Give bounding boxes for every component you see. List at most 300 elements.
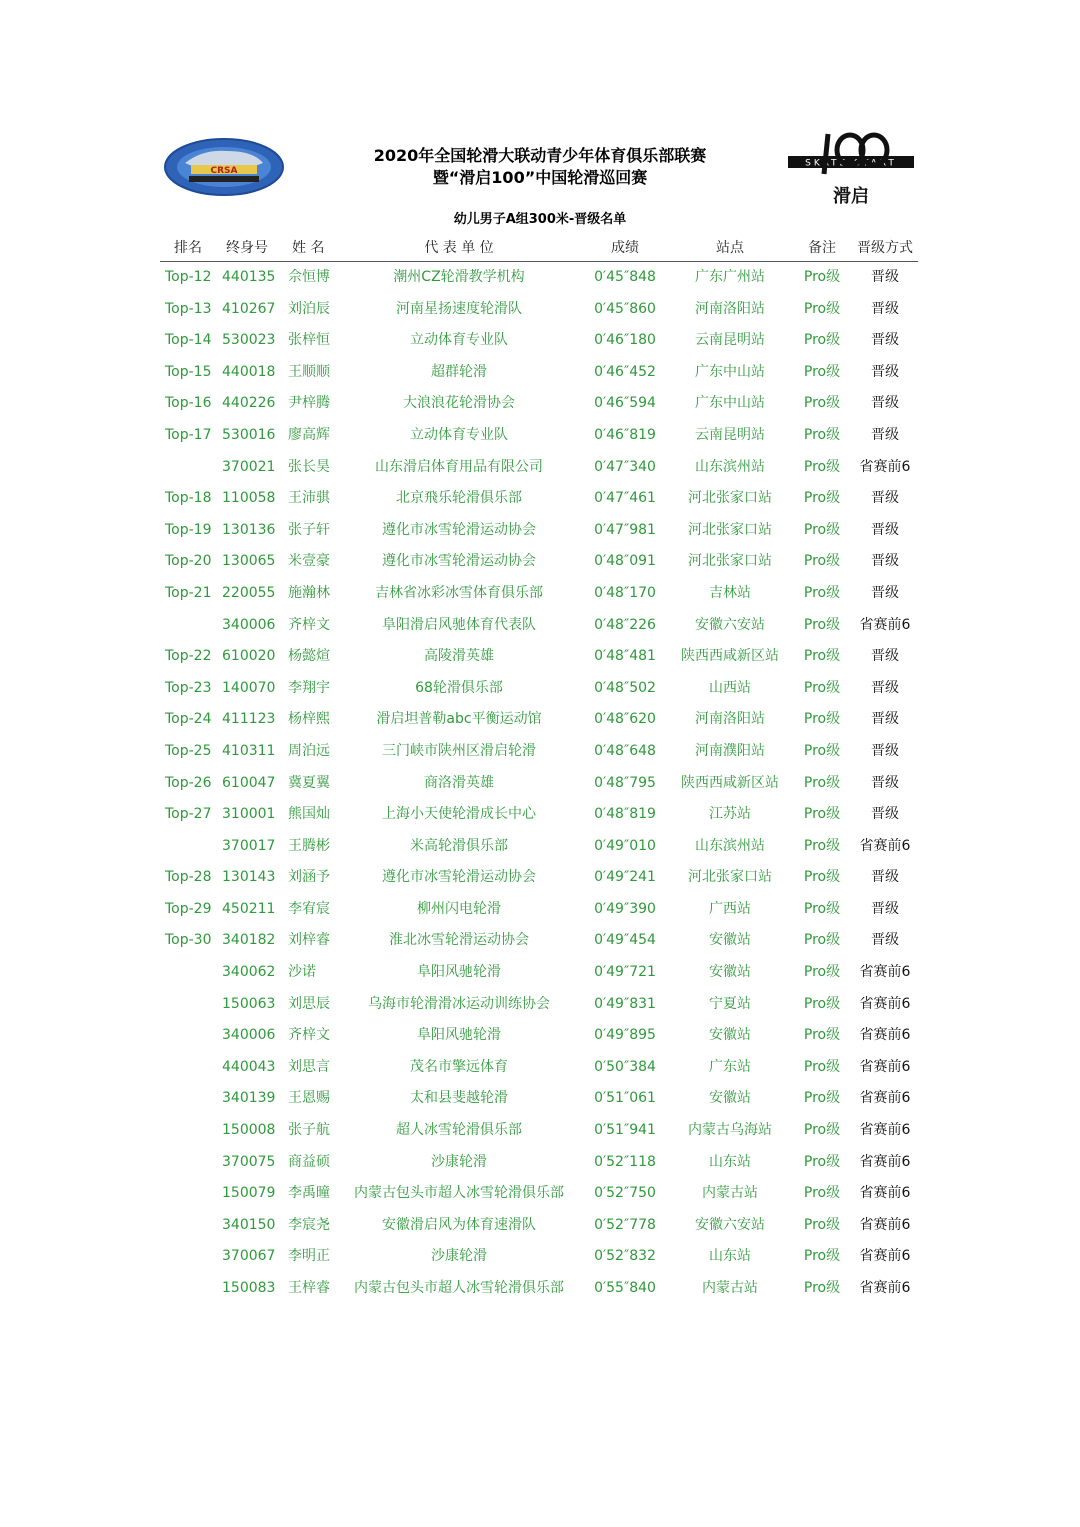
cell-note: Pro级 [803, 1248, 841, 1265]
cell-method: 晋级 [871, 426, 899, 443]
cell-note: Pro级 [803, 584, 841, 601]
cell-name: 杨懿煊 [288, 648, 330, 665]
cell-id: 340006 [222, 1027, 276, 1044]
cell-method: 省赛前6 [859, 458, 911, 475]
cell-method: 晋级 [871, 553, 899, 570]
table-row [160, 483, 918, 515]
cell-id: 150008 [222, 1122, 276, 1139]
cell-score: 0′48″648 [594, 742, 656, 759]
cell-note: Pro级 [803, 711, 841, 728]
cell-method: 省赛前6 [859, 1027, 911, 1044]
cell-method: 晋级 [871, 521, 899, 538]
cell-unit: 遵化市冰雪轮滑运动协会 [382, 869, 536, 886]
cell-score: 0′49″010 [594, 837, 656, 854]
cell-name: 王恩赐 [288, 1090, 330, 1107]
cell-score: 0′49″895 [594, 1027, 656, 1044]
cell-rank: Top-13 [165, 300, 212, 317]
cell-station: 宁夏站 [709, 995, 751, 1012]
cell-note: Pro级 [803, 1058, 841, 1075]
table-row [160, 1083, 918, 1115]
cell-method: 省赛前6 [859, 616, 911, 633]
cell-score: 0′49″721 [594, 964, 656, 981]
cell-method: 省赛前6 [859, 1122, 911, 1139]
cell-unit: 吉林省冰彩冰雪体育俱乐部 [375, 584, 543, 601]
col-rank: 排名 [174, 240, 202, 256]
cell-unit: 商洛滑英雄 [424, 774, 494, 791]
page-title: 2020年全国轮滑大联动青少年体育俱乐部联赛 [373, 146, 707, 165]
cell-unit: 遵化市冰雪轮滑运动协会 [382, 521, 536, 538]
table-row [160, 862, 918, 894]
cell-name: 李明正 [288, 1248, 330, 1265]
table-row [160, 1210, 918, 1242]
cell-note: Pro级 [803, 964, 841, 981]
cell-note: Pro级 [803, 458, 841, 475]
skate-start-logo [786, 130, 916, 208]
cell-id: 110058 [222, 490, 276, 507]
cell-note: Pro级 [803, 900, 841, 917]
cell-rank: Top-27 [165, 806, 212, 823]
cell-unit: 山东滑启体育用品有限公司 [375, 458, 543, 475]
table-header [160, 236, 918, 262]
cell-id: 410267 [222, 300, 276, 317]
cell-unit: 超人冰雪轮滑俱乐部 [396, 1122, 522, 1139]
cell-name: 尹梓腾 [288, 395, 330, 412]
cell-method: 省赛前6 [859, 1058, 911, 1075]
cell-name: 廖高辉 [288, 426, 330, 443]
cell-method: 晋级 [871, 869, 899, 886]
cell-unit: 内蒙古包头市超人冰雪轮滑俱乐部 [354, 1280, 564, 1296]
cell-method: 晋级 [871, 332, 899, 349]
cell-note: Pro级 [803, 1185, 841, 1202]
cell-id: 310001 [222, 806, 276, 823]
cell-unit: 上海小天使轮滑成长中心 [382, 806, 536, 823]
cell-id: 370021 [222, 458, 276, 475]
cell-station: 安徽六安站 [695, 616, 765, 633]
cell-id: 370067 [222, 1248, 276, 1265]
col-note: 备注 [808, 240, 836, 256]
cell-rank: Top-16 [165, 395, 212, 412]
cell-unit: 遵化市冰雪轮滑运动协会 [382, 553, 536, 570]
cell-score: 0′48″502 [594, 679, 656, 696]
cell-unit: 超群轮滑 [431, 363, 487, 380]
cell-id: 610020 [222, 648, 276, 665]
table-row [160, 925, 918, 957]
cell-score: 0′49″454 [594, 932, 656, 949]
cell-unit: 滑启坦普勒abc平衡运动馆 [376, 711, 542, 728]
cell-name: 张长昊 [288, 458, 330, 475]
cell-name: 张梓恒 [288, 332, 330, 349]
cell-station: 广东站 [709, 1058, 751, 1075]
cell-score: 0′45″860 [594, 300, 656, 317]
cell-rank: Top-26 [165, 774, 212, 791]
cell-note: Pro级 [803, 1280, 841, 1296]
cell-note: Pro级 [803, 490, 841, 507]
cell-station: 广东中山站 [695, 363, 765, 380]
cell-note: Pro级 [803, 869, 841, 886]
cell-id: 440043 [222, 1058, 276, 1075]
cell-name: 李禹曈 [288, 1185, 330, 1202]
cell-score: 0′46″819 [594, 426, 656, 443]
crsa-logo-text: CRSA [210, 166, 238, 176]
cell-method: 省赛前6 [859, 995, 911, 1012]
cell-id: 150063 [222, 995, 276, 1012]
cell-method: 晋级 [871, 711, 899, 728]
table-row [160, 768, 918, 800]
cell-name: 张子航 [288, 1122, 330, 1139]
cell-method: 省赛前6 [859, 964, 911, 981]
cell-rank: Top-22 [165, 648, 212, 665]
cell-rank: Top-25 [165, 742, 212, 759]
cell-name: 刘思言 [288, 1058, 330, 1075]
page-title-secondary: 暨“滑启100”中国轮滑巡回赛 [432, 168, 648, 187]
cell-note: Pro级 [803, 300, 841, 317]
cell-id: 220055 [222, 584, 276, 601]
cell-id: 370075 [222, 1153, 276, 1170]
cell-station: 河北张家口站 [688, 553, 772, 570]
cell-method: 晋级 [871, 300, 899, 317]
cell-name: 刘涵予 [288, 869, 330, 886]
cell-name: 王顺顺 [288, 363, 330, 380]
cell-station: 广东广州站 [695, 269, 765, 285]
cell-score: 0′48″620 [594, 711, 656, 728]
cell-note: Pro级 [803, 932, 841, 949]
cell-station: 广东中山站 [695, 395, 765, 412]
cell-unit: 淮北冰雪轮滑运动协会 [389, 932, 529, 949]
cell-station: 河南洛阳站 [695, 300, 765, 317]
cell-id: 370017 [222, 837, 276, 854]
table-row [160, 294, 918, 326]
col-id: 终身号 [226, 240, 268, 256]
cell-unit: 米高轮滑俱乐部 [410, 837, 508, 854]
cell-score: 0′50″384 [594, 1058, 656, 1075]
cell-score: 0′47″340 [594, 458, 656, 475]
cell-station: 安徽站 [709, 964, 751, 981]
cell-station: 安徽站 [709, 932, 751, 949]
cell-name: 齐梓文 [288, 1027, 330, 1044]
table-row [160, 799, 918, 831]
cell-name: 王腾彬 [288, 837, 330, 854]
cell-id: 411123 [222, 711, 276, 728]
cell-score: 0′46″180 [594, 332, 656, 349]
cell-id: 140070 [222, 679, 276, 696]
cell-name: 商益硕 [288, 1153, 330, 1170]
table-row [160, 1147, 918, 1179]
cell-id: 440018 [222, 363, 276, 380]
cell-id: 530023 [222, 332, 276, 349]
cell-score: 0′45″848 [594, 269, 656, 285]
cell-note: Pro级 [803, 426, 841, 443]
cell-station: 山东滨州站 [695, 458, 765, 475]
table-row [160, 325, 918, 357]
cell-station: 吉林站 [709, 584, 751, 601]
cell-name: 齐梓文 [288, 616, 330, 633]
col-score: 成绩 [611, 240, 639, 256]
results-table [160, 236, 918, 1305]
cell-unit: 乌海市轮滑滑冰运动训练协会 [368, 995, 550, 1012]
cell-station: 安徽六安站 [695, 1216, 765, 1233]
cell-method: 晋级 [871, 363, 899, 380]
cell-score: 0′47″981 [594, 521, 656, 538]
cell-note: Pro级 [803, 742, 841, 759]
cell-note: Pro级 [803, 395, 841, 412]
cell-unit: 沙康轮滑 [431, 1248, 487, 1265]
table-row [160, 515, 918, 547]
cell-unit: 北京飛乐轮滑俱乐部 [396, 490, 522, 507]
cell-note: Pro级 [803, 1027, 841, 1044]
cell-name: 冀夏翼 [288, 774, 330, 791]
cell-method: 省赛前6 [859, 1216, 911, 1233]
cell-score: 0′55″840 [594, 1280, 656, 1296]
cell-station: 山西站 [709, 679, 751, 696]
cell-score: 0′48″795 [594, 774, 656, 791]
cell-station: 内蒙古乌海站 [688, 1122, 772, 1139]
cell-score: 0′48″170 [594, 584, 656, 601]
list-subtitle: 幼儿男子A组300米-晋级名单 [453, 212, 627, 227]
cell-id: 530016 [222, 426, 276, 443]
cell-name: 王梓睿 [288, 1280, 330, 1296]
cell-rank: Top-23 [165, 679, 212, 696]
cell-id: 410311 [222, 742, 276, 759]
table-row [160, 641, 918, 673]
cell-unit: 柳州闪电轮滑 [417, 900, 501, 917]
cell-note: Pro级 [803, 269, 841, 285]
cell-method: 省赛前6 [859, 1185, 911, 1202]
cell-station: 陕西西咸新区站 [681, 648, 779, 665]
cell-id: 610047 [222, 774, 276, 791]
cell-id: 450211 [222, 900, 276, 917]
cell-method: 晋级 [871, 932, 899, 949]
table-row [160, 1241, 918, 1273]
cell-score: 0′52″778 [594, 1216, 656, 1233]
cell-note: Pro级 [803, 1090, 841, 1107]
cell-name: 杨梓熙 [288, 711, 330, 728]
cell-note: Pro级 [803, 1216, 841, 1233]
cell-method: 晋级 [871, 774, 899, 791]
cell-note: Pro级 [803, 806, 841, 823]
cell-rank: Top-20 [165, 553, 212, 570]
table-row [160, 1020, 918, 1052]
table-body [160, 262, 918, 1305]
cell-unit: 太和县斐越轮滑 [410, 1090, 508, 1107]
cell-rank: Top-19 [165, 521, 212, 538]
cell-score: 0′47″461 [594, 490, 656, 507]
col-method: 晋级方式 [857, 240, 913, 256]
cell-station: 安徽站 [709, 1090, 751, 1107]
cell-name: 李翔宇 [288, 679, 330, 696]
table-row [160, 357, 918, 389]
cell-note: Pro级 [803, 995, 841, 1012]
skate-start-text: SKATE START [805, 158, 897, 169]
cell-unit: 68轮滑俱乐部 [415, 679, 503, 696]
cell-unit: 阜阳风驰轮滑 [417, 1027, 501, 1044]
cell-id: 130143 [222, 869, 276, 886]
table-row [160, 610, 918, 642]
table-row [160, 452, 918, 484]
cell-unit: 茂名市擎远体育 [410, 1058, 508, 1075]
cell-name: 米壹豪 [288, 553, 330, 570]
cell-unit: 河南星扬速度轮滑队 [396, 300, 522, 317]
cell-unit: 潮州CZ轮滑教学机构 [393, 269, 525, 285]
cell-name: 刘思辰 [288, 995, 330, 1012]
cell-rank: Top-14 [165, 332, 212, 349]
cell-score: 0′51″941 [594, 1122, 656, 1139]
cell-station: 河南洛阳站 [695, 711, 765, 728]
cell-rank: Top-12 [165, 269, 212, 285]
table-row [160, 1052, 918, 1084]
table-row [160, 831, 918, 863]
cell-score: 0′51″061 [594, 1090, 656, 1107]
cell-name: 熊国灿 [288, 806, 330, 823]
cell-station: 广西站 [709, 900, 751, 917]
cell-name: 王沛骐 [288, 490, 330, 507]
cell-id: 440226 [222, 395, 276, 412]
cell-unit: 内蒙古包头市超人冰雪轮滑俱乐部 [354, 1185, 564, 1202]
cell-score: 0′49″390 [594, 900, 656, 917]
cell-station: 河北张家口站 [688, 869, 772, 886]
cell-unit: 阜阳滑启风驰体育代表队 [382, 616, 536, 633]
cell-id: 340006 [222, 616, 276, 633]
cell-station: 河北张家口站 [688, 521, 772, 538]
cell-unit: 沙康轮滑 [431, 1153, 487, 1170]
cell-name: 沙诺 [288, 964, 316, 981]
cell-unit: 阜阳风驰轮滑 [417, 964, 501, 981]
cell-station: 云南昆明站 [695, 426, 765, 443]
cell-note: Pro级 [803, 774, 841, 791]
cell-rank: Top-17 [165, 426, 212, 443]
cell-score: 0′46″452 [594, 363, 656, 380]
cell-method: 晋级 [871, 900, 899, 917]
cell-station: 山东站 [709, 1248, 751, 1265]
cell-id: 130136 [222, 521, 276, 538]
cell-rank: Top-30 [165, 932, 212, 949]
cell-id: 440135 [222, 269, 276, 285]
cell-rank: Top-28 [165, 869, 212, 886]
cell-rank: Top-29 [165, 900, 212, 917]
cell-method: 省赛前6 [859, 1248, 911, 1265]
cell-method: 省赛前6 [859, 1280, 911, 1296]
cell-name: 周泊远 [288, 742, 330, 759]
cell-unit: 安徽滑启风为体育速滑队 [382, 1216, 536, 1233]
cell-name: 刘泊辰 [288, 300, 330, 317]
cell-station: 云南昆明站 [695, 332, 765, 349]
table-row [160, 894, 918, 926]
cell-name: 佘恒博 [288, 269, 330, 285]
cell-method: 省赛前6 [859, 837, 911, 854]
cell-unit: 高陵滑英雄 [424, 648, 494, 665]
cell-note: Pro级 [803, 363, 841, 380]
col-name: 姓 名 [292, 240, 325, 256]
table-row [160, 736, 918, 768]
cell-id: 150083 [222, 1280, 276, 1296]
cell-name: 施瀚林 [288, 584, 330, 601]
cell-rank: Top-18 [165, 490, 212, 507]
cell-station: 河北张家口站 [688, 490, 772, 507]
cell-method: 晋级 [871, 269, 899, 285]
cell-unit: 大浪浪花轮滑协会 [403, 395, 515, 412]
cell-score: 0′48″481 [594, 648, 656, 665]
cell-method: 省赛前6 [859, 1153, 911, 1170]
crsa-logo [163, 137, 285, 197]
cell-note: Pro级 [803, 679, 841, 696]
cell-note: Pro级 [803, 648, 841, 665]
cell-station: 河南濮阳站 [695, 742, 765, 759]
table-row [160, 1115, 918, 1147]
cell-name: 刘梓睿 [288, 932, 330, 949]
title-block [300, 145, 780, 189]
cell-name: 李宸尧 [288, 1216, 330, 1233]
cell-id: 340150 [222, 1216, 276, 1233]
table-row [160, 673, 918, 705]
cell-station: 山东滨州站 [695, 837, 765, 854]
cell-score: 0′46″594 [594, 395, 656, 412]
cell-score: 0′48″091 [594, 553, 656, 570]
cell-score: 0′48″819 [594, 806, 656, 823]
cell-method: 晋级 [871, 742, 899, 759]
cell-id: 340062 [222, 964, 276, 981]
cell-score: 0′49″831 [594, 995, 656, 1012]
cell-station: 内蒙古站 [702, 1185, 758, 1202]
table-row [160, 1273, 918, 1305]
table-row [160, 546, 918, 578]
cell-note: Pro级 [803, 837, 841, 854]
cell-method: 晋级 [871, 584, 899, 601]
cell-rank: Top-15 [165, 363, 212, 380]
cell-unit: 立动体育专业队 [410, 332, 508, 349]
table-row [160, 704, 918, 736]
cell-score: 0′48″226 [594, 616, 656, 633]
cell-note: Pro级 [803, 553, 841, 570]
cell-note: Pro级 [803, 521, 841, 538]
cell-unit: 三门峡市陕州区滑启轮滑 [382, 742, 536, 759]
cell-station: 内蒙古站 [702, 1280, 758, 1296]
cell-score: 0′52″750 [594, 1185, 656, 1202]
table-row [160, 262, 918, 294]
cell-station: 江苏站 [709, 806, 751, 823]
table-row [160, 388, 918, 420]
table-row [160, 1178, 918, 1210]
huaqi-text: 滑启 [833, 186, 869, 207]
cell-id: 340182 [222, 932, 276, 949]
cell-rank: Top-24 [165, 711, 212, 728]
table-row [160, 989, 918, 1021]
cell-score: 0′52″832 [594, 1248, 656, 1265]
cell-method: 晋级 [871, 648, 899, 665]
cell-rank: Top-21 [165, 584, 212, 601]
cell-score: 0′52″118 [594, 1153, 656, 1170]
cell-station: 陕西西咸新区站 [681, 774, 779, 791]
cell-method: 晋级 [871, 806, 899, 823]
cell-id: 130065 [222, 553, 276, 570]
cell-station: 安徽站 [709, 1027, 751, 1044]
cell-name: 李宥宸 [288, 900, 330, 917]
cell-note: Pro级 [803, 332, 841, 349]
table-row [160, 578, 918, 610]
cell-method: 晋级 [871, 490, 899, 507]
col-station: 站点 [716, 240, 744, 256]
cell-id: 340139 [222, 1090, 276, 1107]
col-unit: 代 表 单 位 [424, 240, 494, 256]
cell-unit: 立动体育专业队 [410, 426, 508, 443]
cell-note: Pro级 [803, 1153, 841, 1170]
table-row [160, 420, 918, 452]
table-row [160, 957, 918, 989]
cell-method: 省赛前6 [859, 1090, 911, 1107]
cell-method: 晋级 [871, 395, 899, 412]
cell-method: 晋级 [871, 679, 899, 696]
cell-score: 0′49″241 [594, 869, 656, 886]
cell-note: Pro级 [803, 616, 841, 633]
cell-id: 150079 [222, 1185, 276, 1202]
